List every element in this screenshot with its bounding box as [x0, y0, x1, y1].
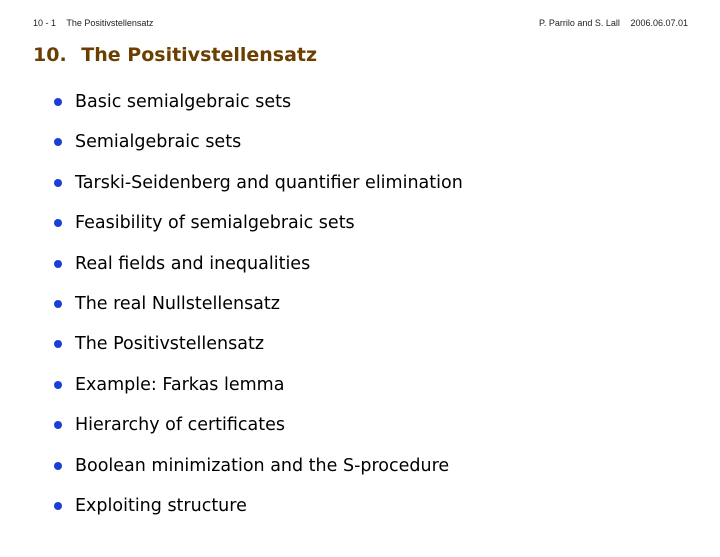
bullet-icon: [54, 219, 62, 227]
bullet-icon: [54, 340, 62, 348]
bullet-text: The Positivstellensatz: [75, 334, 265, 355]
bullet-text: Semialgebraic sets: [75, 132, 242, 153]
bullet-icon: [54, 98, 62, 106]
bullet-icon: [54, 179, 62, 187]
date: 2006.06.07.01: [630, 18, 688, 28]
header-left: [33, 18, 153, 28]
bullet-item: [50, 203, 463, 243]
section-name: The Positivstellensatz: [66, 18, 154, 28]
bullet-item: [50, 324, 463, 364]
bullet-item: [50, 163, 463, 203]
title-text: The Positivstellensatz: [81, 44, 318, 66]
bullet-icon: [54, 381, 62, 389]
bullet-icon: [54, 502, 62, 510]
bullet-item: [50, 122, 463, 162]
header-right: [539, 18, 688, 28]
bullet-item: [50, 284, 463, 324]
bullet-icon: [54, 421, 62, 429]
bullet-text: Real fields and inequalities: [75, 253, 311, 274]
bullet-icon: [54, 300, 62, 308]
bullet-item: [50, 446, 463, 486]
bullet-text: Exploiting structure: [75, 495, 247, 516]
bullet-icon: [54, 138, 62, 146]
bullet-text: The real Nullstellensatz: [75, 293, 280, 314]
slide-title: [33, 44, 317, 66]
bullet-item: [50, 486, 463, 526]
authors: P. Parrilo and S. Lall: [539, 18, 620, 28]
slide-header: [33, 18, 688, 32]
bullet-icon: [54, 462, 62, 470]
bullet-text: Boolean minimization and the S-procedure: [75, 455, 450, 476]
bullet-item: [50, 244, 463, 284]
bullet-text: Tarski-Seidenberg and quantifier elimination: [75, 172, 463, 193]
bullet-item: [50, 365, 463, 405]
bullet-item: [50, 82, 463, 122]
bullet-text: Basic semialgebraic sets: [75, 92, 292, 112]
bullet-text: Hierarchy of certificates: [75, 415, 285, 436]
bullet-list: [50, 82, 463, 526]
page-number: 10 - 1: [33, 18, 57, 28]
title-number: 10.: [33, 44, 67, 66]
bullet-item: [50, 405, 463, 445]
bullet-text: Example: Farkas lemma: [75, 374, 285, 395]
bullet-text: Feasibility of semialgebraic sets: [75, 213, 355, 234]
bullet-icon: [54, 260, 62, 268]
